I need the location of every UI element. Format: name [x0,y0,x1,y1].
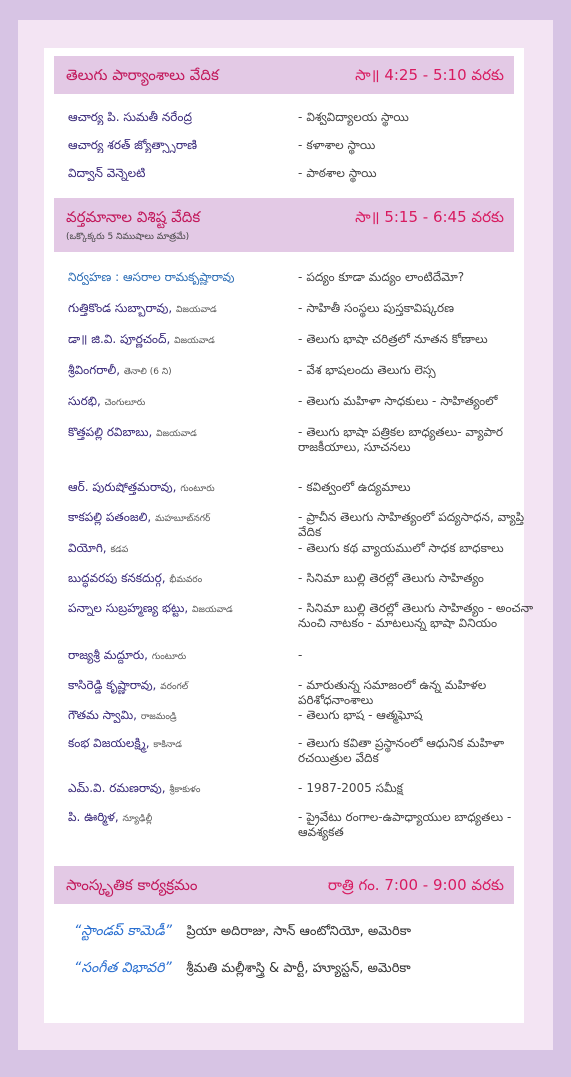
section-header-special [54,198,514,252]
speaker-name: రాజ్యశ్రీ మద్దూరు, గుంటూరు [68,648,187,662]
speaker-name: కాకపల్లి పతంజలి, మహబూబ్‌నగర్ [68,510,211,524]
program-name: “సంగీత విభావరి” [74,960,172,976]
speaker-topic: - పాఠశాల స్థాయి [298,166,377,180]
speaker-name: పి. ఊర్మిళ, న్యూఢిల్లీ [68,810,153,824]
speaker-topic: - వేశ భాషలందు తెలుగు లెస్స [298,363,436,377]
speaker-topic: - తెలుగు కథ వ్యాయములో సాధక బాధకాలు [298,541,504,555]
cultural-item [74,923,411,942]
performer-name: ప్రియా అదిరాజు, సాన్ ఆంటోనియో, అమెరికా [186,924,412,939]
section-time: సా॥ 5:15 - 6:45 వరకు [355,208,504,226]
speaker-topic: - తెలుగు భాషా చరిత్రలో నూతన కోణాలు [298,332,488,346]
speaker-topic: - తెలుగు భాషా పత్రికల బాధ్యతలు- వ్యాపార రాజకీయాలు, సూచనలు [298,425,503,454]
speaker-name: ఆచార్య పి. సుమతీ నరేంద్ర [68,110,192,124]
speaker-topic: - కళాశాల స్థాయి [298,138,376,152]
speaker-topic: - పద్యం కూడా మద్యం లాంటిదేమో? [298,270,465,284]
moderator-name: నిర్వహణ : ఆసరాల రామకృష్ణారావు [68,270,235,284]
speaker-topic: - తెలుగు భాష - ఆత్మఘోష [298,708,423,722]
section-header-textbooks [54,56,514,94]
speaker-name: ఆర్. పురుషోత్తమరావు, గుంటూరు [68,480,215,494]
speaker-name: విద్వాన్ వెన్నెలటి [68,166,146,180]
section-note: (ఒక్కొక్కరు 5 నిముషాలు మాత్రమే) [66,232,190,242]
speaker-name: ఆచార్య శరత్ జ్యోత్స్నారాణి [68,138,198,152]
speaker-name: గౌతమ స్వామి, రాజమండ్రి [68,708,177,722]
speaker-topic: - ప్రైవేటు రంగాల-ఉపాధ్యాయుల బాధ్యతలు - ఆవశ్యకత [298,810,512,839]
speaker-name: కాసిరెడ్డి కృష్ణారావు, వరంగల్ [68,678,189,692]
section-time: రాత్రి గం. 7:00 - 9:00 వరకు [327,876,504,894]
section-title: సాంస్కృతిక కార్యక్రమం [66,876,198,894]
speaker-name: డా॥ జి.వి. పూర్ణచంద్, విజయవాడ [68,332,215,346]
speaker-name: శ్రీవింగరాలీ, తెనాలి (6 ని) [68,363,172,377]
section-time: సా॥ 4:25 - 5:10 వరకు [355,66,504,84]
section-title: వర్తమానాల విశిష్ట వేదిక [66,208,201,226]
speaker-topic: - సాహితీ సంస్థలు పుస్తకావిష్కరణ [298,301,454,315]
speaker-topic: - ప్రాచీన తెలుగు సాహిత్యంలో పద్యసాధన, వ్యాప్తి వేదిక [298,510,525,539]
speaker-name: సురభి, చెంగులూరు [68,394,146,408]
performer-name: శ్రీమతి మల్లీశాస్త్రి & పార్టీ, హ్యూస్టన్, అమెరికా [186,961,411,976]
speaker-name: గుత్తికొండ సుబ్బారావు, విజయవాడ [68,301,217,315]
program-name: “స్టాండప్ కామెడీ” [74,923,172,939]
speaker-topic: - కవిత్వంలో ఉద్యమాలు [298,480,411,494]
speaker-topic: - 1987-2005 సమీక్ష [298,781,403,795]
speaker-name: పన్నాల సుబ్రహ్మణ్య భట్టు, విజయవాడ [68,601,233,615]
cultural-item [74,960,411,979]
speaker-topic: - విశ్వవిద్యాలయ స్థాయి [298,110,409,124]
speaker-topic: - తెలుగు కవితా ప్రస్థానంలో ఆధునిక మహిళా రచయిత్రుల వేదిక [298,736,505,765]
speaker-name: కంభ విజయలక్ష్మి, కాకినాడ [68,736,182,750]
section-header-cultural [54,866,514,904]
speaker-topic: - సినిమా బుల్లి తెరల్లో తెలుగు సాహిత్యం [298,571,484,585]
speaker-topic: - [298,648,303,662]
section-title: తెలుగు పార్యాంశాలు వేదిక [66,66,219,84]
speaker-name: బుద్ధవరపు కనకదుర్గ, భీమవరం [68,571,203,585]
content-panel [44,48,534,1023]
speaker-topic: - మారుతున్న సమాజంలో ఉన్న మహిళల పరిశోధనాంశాలు [298,678,487,707]
speaker-name: ఎమ్.వి. రమణరావు, శ్రీకాకుళం [68,781,201,795]
speaker-name: వియోగి, కడప [68,541,129,555]
speaker-topic: - తెలుగు మహిళా సాధకులు - సాహిత్యంలో [298,394,498,408]
speaker-topic: - సినిమా బుల్లి తెరల్లో తెలుగు సాహిత్యం - అంచనా నుంచి నాటకం - మాటలున్న భాషా వినియం [298,601,534,630]
speaker-name: కొత్తపల్లి రవిబాబు, విజయవాడ [68,425,197,439]
